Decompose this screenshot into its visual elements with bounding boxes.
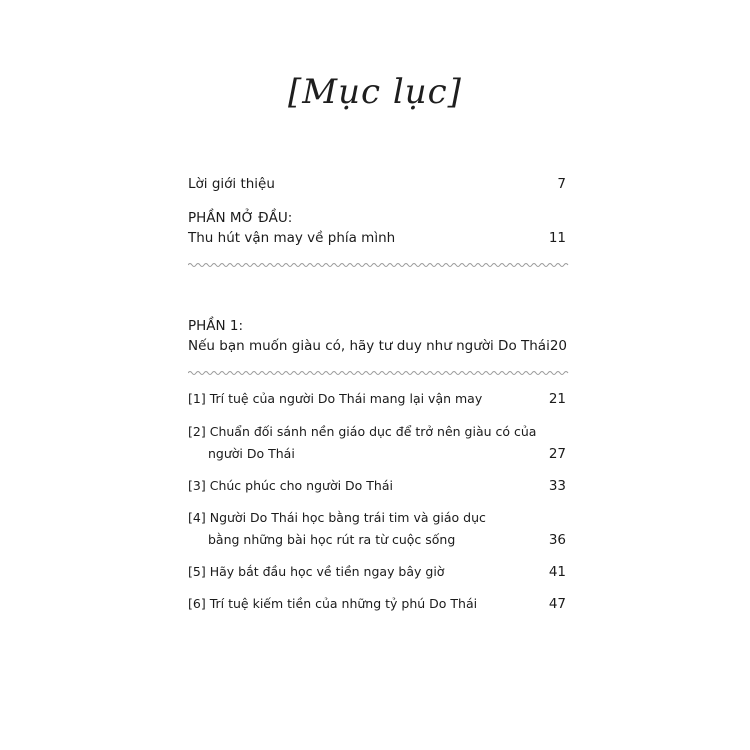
toc-page-number: 33	[548, 478, 566, 494]
toc-entry-label: Nếu bạn muốn giàu có, hãy tư duy như người Do Thái	[188, 338, 550, 354]
toc-page-number: 47	[548, 596, 566, 612]
chapter-number: [1]	[188, 391, 206, 406]
toc-page-number: 11	[548, 230, 566, 246]
section-heading-opening: PHẦN MỞ ĐẦU:	[188, 210, 293, 226]
toc-chapter-2	[188, 424, 566, 468]
toc-chapter-4	[188, 510, 566, 554]
chapter-title: Trí tuệ của người Do Thái mang lại vận may	[209, 391, 483, 406]
chapter-number: [6]	[188, 596, 206, 611]
toc-page-number: 7	[557, 176, 566, 192]
chapter-title-continued: người Do Thái	[208, 446, 295, 461]
toc-chapter-1	[188, 391, 566, 413]
chapter-title: Chuẩn đối sánh nền giáo dục để trở nên giàu có của	[209, 424, 537, 439]
toc-entry-opening	[188, 230, 566, 252]
page-title: [Mục lục]	[288, 72, 462, 112]
chapter-title: Người Do Thái học bằng trái tim và giáo dục	[209, 510, 486, 525]
toc-entry-part1	[188, 338, 566, 360]
toc-entry-label: Lời giới thiệu	[188, 176, 275, 192]
chapter-title: Hãy bắt đầu học về tiền ngay bây giờ	[209, 564, 445, 579]
chapter-title-continued: bằng những bài học rút ra từ cuộc sống	[208, 532, 456, 547]
section-heading-part1: PHẦN 1:	[188, 318, 244, 334]
toc-page-number: 27	[548, 446, 566, 462]
toc-page-number: 21	[548, 391, 566, 407]
wavy-divider	[188, 370, 570, 376]
chapter-title: Chúc phúc cho người Do Thái	[209, 478, 393, 493]
toc-entry-label: Thu hút vận may về phía mình	[188, 230, 396, 246]
toc-chapter-3	[188, 478, 566, 500]
chapter-title: Trí tuệ kiếm tiền của những tỷ phú Do Thái	[209, 596, 478, 611]
chapter-number: [4]	[188, 510, 206, 525]
toc-page-number: 20	[549, 338, 568, 354]
toc-page-number: 36	[548, 532, 566, 548]
wavy-divider	[188, 262, 570, 268]
toc-chapter-6	[188, 596, 566, 618]
chapter-number: [5]	[188, 564, 206, 579]
toc-page-number: 41	[548, 564, 566, 580]
toc-chapter-5	[188, 564, 566, 586]
toc-entry-intro	[188, 176, 566, 198]
chapter-number: [2]	[188, 424, 206, 439]
chapter-number: [3]	[188, 478, 206, 493]
